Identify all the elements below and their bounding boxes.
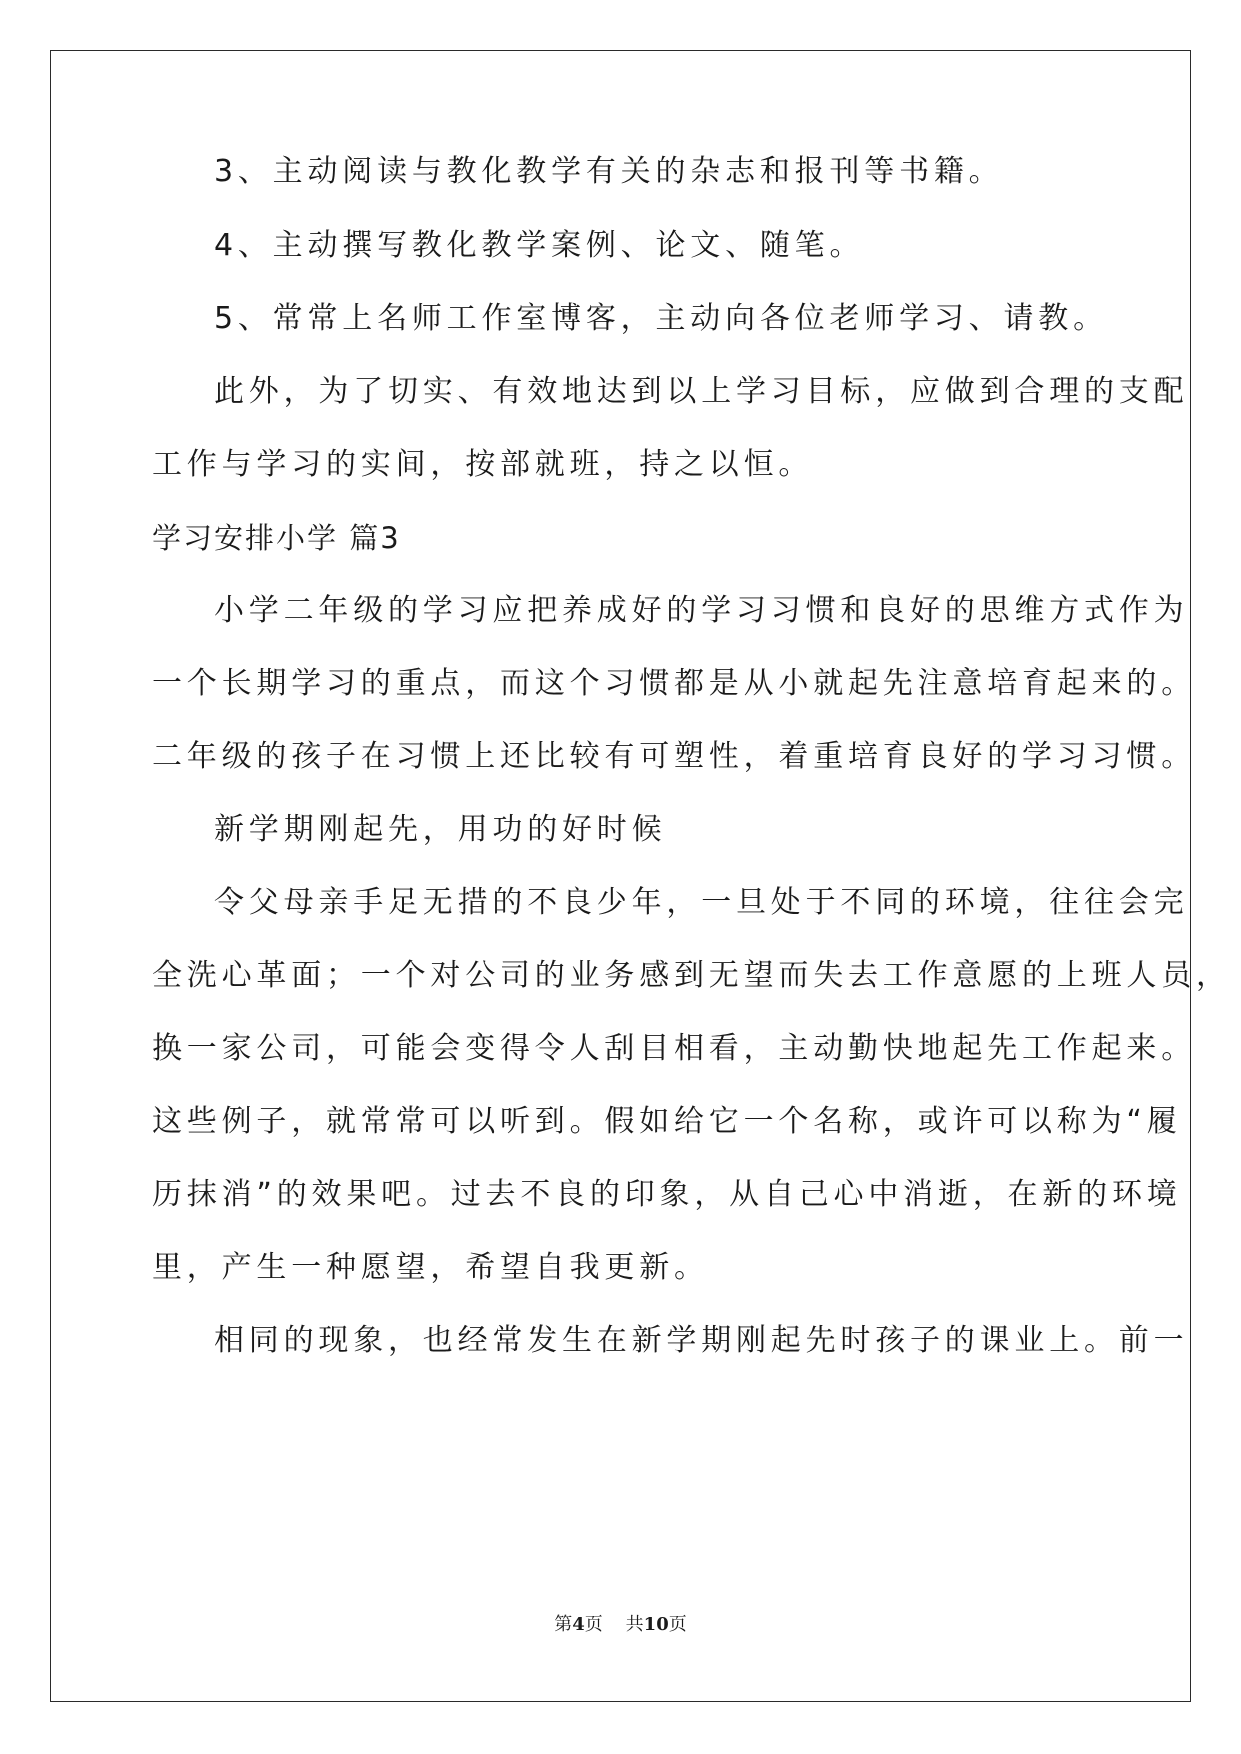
footer-total-pages: 10 — [643, 1614, 669, 1635]
list-item: 3、主动阅读与教化教学有关的杂志和报刊等书籍。 — [214, 154, 1004, 189]
footer-page-prefix: 第 — [554, 1614, 573, 1635]
footer-total-suffix: 页 — [668, 1614, 687, 1635]
paragraph-line: 小学二年级的学习应把养成好的学习习惯和良好的思维方式作为 — [214, 593, 1189, 628]
footer-page-suffix: 页 — [584, 1614, 603, 1635]
paragraph-line: 历抹消”的效果吧。过去不良的印象，从自己心中消逝，在新的环境 — [152, 1177, 1182, 1212]
page-footer — [0, 1610, 1241, 1636]
paragraph-line: 里，产生一种愿望，希望自我更新。 — [152, 1250, 709, 1285]
paragraph-line: 工作与学习的实间，按部就班，持之以恒。 — [152, 447, 814, 482]
paragraph-line: 一个长期学习的重点，而这个习惯都是从小就起先注意培育起来的。 — [152, 666, 1196, 701]
footer-total-prefix: 共 — [625, 1614, 644, 1635]
paragraph-line: 新学期刚起先，用功的好时候 — [214, 812, 667, 847]
paragraph-line: 二年级的孩子在习惯上还比较有可塑性，着重培育良好的学习习惯。 — [152, 739, 1196, 774]
paragraph-line: 这些例子，就常常可以听到。假如给它一个名称，或许可以称为“履 — [152, 1104, 1182, 1139]
paragraph-line: 全洗心革面；一个对公司的业务感到无望而失去工作意愿的上班人员， — [152, 958, 1231, 993]
paragraph-line: 令父母亲手足无措的不良少年，一旦处于不同的环境，往往会完 — [214, 885, 1189, 920]
list-item: 4、主动撰写教化教学案例、论文、随笔。 — [214, 228, 865, 263]
section-heading: 学习安排小学 篇3 — [152, 521, 401, 555]
page-border — [50, 50, 1191, 1702]
footer-page-number: 4 — [572, 1614, 585, 1635]
paragraph-line: 相同的现象，也经常发生在新学期刚起先时孩子的课业上。前一 — [214, 1323, 1189, 1358]
list-item: 5、常常上名师工作室博客，主动向各位老师学习、请教。 — [214, 301, 1108, 336]
paragraph-line: 换一家公司，可能会变得令人刮目相看，主动勤快地起先工作起来。 — [152, 1031, 1196, 1066]
paragraph-line: 此外，为了切实、有效地达到以上学习目标，应做到合理的支配 — [214, 374, 1189, 409]
